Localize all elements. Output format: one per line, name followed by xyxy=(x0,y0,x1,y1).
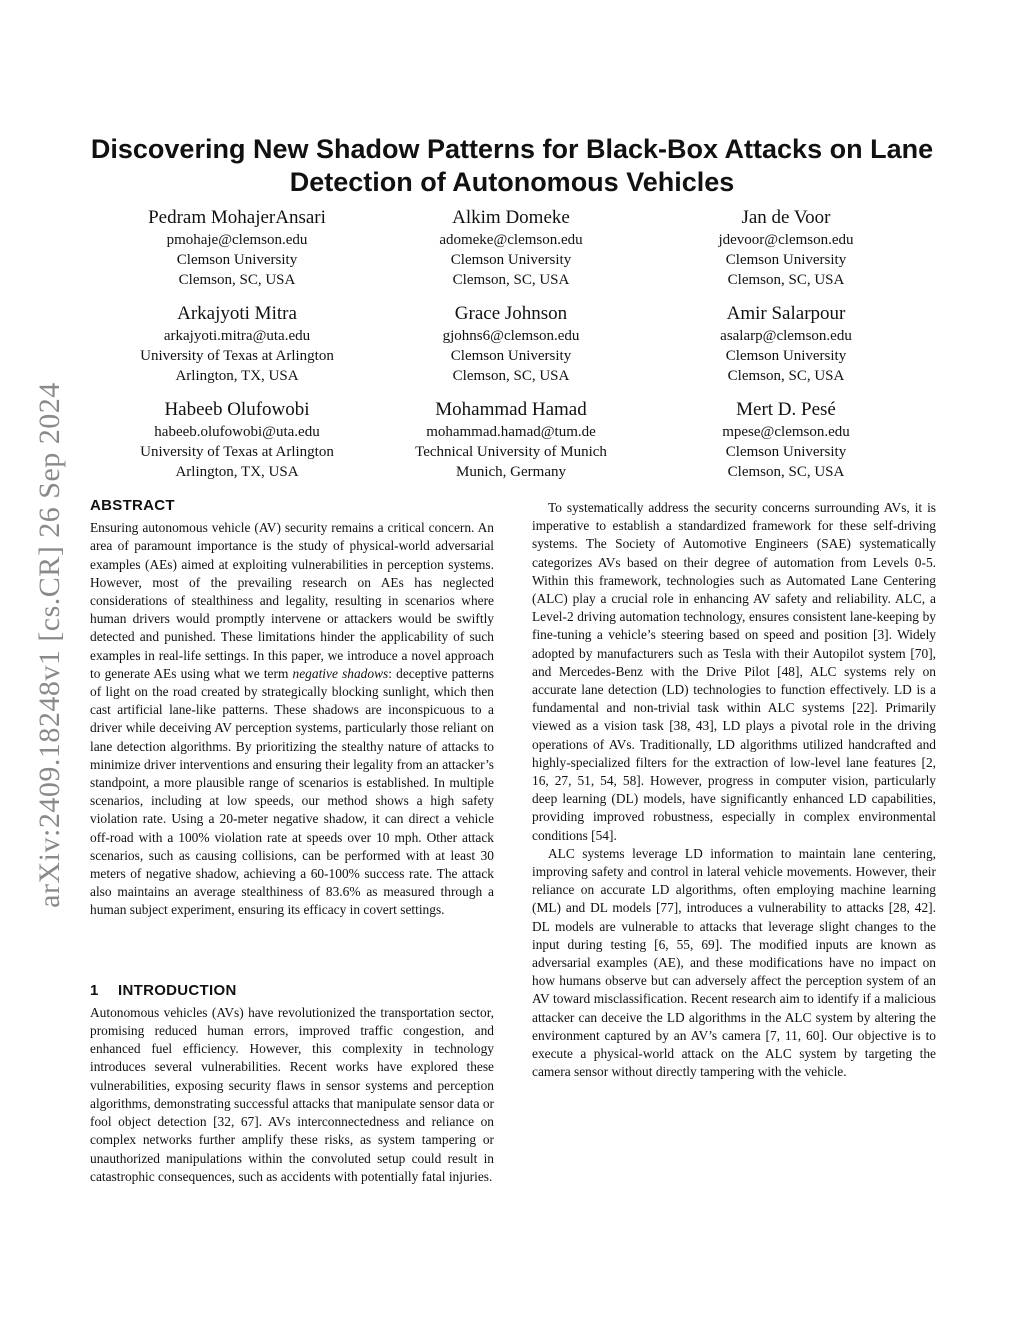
author-location: Clemson, SC, USA xyxy=(727,368,845,384)
author-affiliation: Clemson University xyxy=(725,252,847,268)
author-affiliation: Clemson University xyxy=(450,252,572,268)
abstract-heading: ABSTRACT xyxy=(90,497,175,514)
author-email: gjohns6@clemson.edu xyxy=(442,328,580,344)
author-affiliation: Technical University of Munich xyxy=(415,444,607,460)
author-affiliation: Clemson University xyxy=(725,444,847,460)
author-name: Mert D. Pesé xyxy=(736,399,836,420)
section-number: 1 xyxy=(90,981,99,999)
left-column xyxy=(90,497,494,1186)
section-title: INTRODUCTION xyxy=(118,981,237,999)
author-affiliation: University of Texas at Arlington xyxy=(140,348,334,364)
author-email: pmohaje@clemson.edu xyxy=(166,232,308,248)
author-email: asalarp@clemson.edu xyxy=(720,328,852,344)
author-email: jdevoor@clemson.edu xyxy=(718,232,854,248)
author-block xyxy=(100,206,924,482)
author-name: Alkim Domeke xyxy=(452,207,570,228)
abstract-emphasis: negative shadows xyxy=(292,665,389,681)
title-line-1: Discovering New Shadow Patterns for Black-Box Attacks on Lane xyxy=(90,134,934,164)
paper-title xyxy=(60,133,964,199)
author-location: Clemson, SC, USA xyxy=(727,272,845,288)
author-location: Clemson, SC, USA xyxy=(452,368,570,384)
author-location: Clemson, SC, USA xyxy=(452,272,570,288)
author-name: Habeeb Olufowobi xyxy=(164,399,310,420)
author-location: Munich, Germany xyxy=(456,464,566,480)
author-name: Mohammad Hamad xyxy=(435,399,587,420)
author-card xyxy=(648,398,924,482)
intro-paragraph-2: To systematically address the security concerns surrounding AVs, it is imperative to establish a standardized framework for these self-driving systems. The Society of Automotive Engineers (SAE) systematically categorizes AVs based on their degree of automation from Levels 0-5. Within this framework, technologies such as Automated Lane Centering (ALC) play a crucial role in enhancing AV safety and reliability. ALC, a Level-2 driving automation technology, ensures consistent lane-keeping by fine-tuning a vehicle’s steering based on speed and position [3]. Widely adopted by manufacturers such as Tesla with their Autopilot system [70], and Mercedes-Benz with the Drive Pilot [48], ALC systems rely on accurate lane detection (LD) technologies to function effectively. LD is a fundamental and non-trivial task within ALC systems [22]. Primarily viewed as a vision task [38, 43], LD plays a pivotal role in the driving operations of AVs. Traditionally, LD algorithms utilized handcrafted and highly-specialized filters for the extraction of low-level lane features [2, 16, 27, 51, 54, 58]. However, progress in computer vision, particularly deep learning (DL) models, have significantly enhanced LD capabilities, providing improved robustness, especially in complex environmental conditions [54]. xyxy=(532,500,936,843)
author-email: habeeb.olufowobi@uta.edu xyxy=(154,424,320,440)
author-card xyxy=(374,398,648,482)
introduction-heading xyxy=(90,982,494,1000)
arxiv-identifier xyxy=(28,350,72,940)
author-affiliation: Clemson University xyxy=(450,348,572,364)
author-affiliation: Clemson University xyxy=(725,348,847,364)
author-name: Arkajyoti Mitra xyxy=(177,303,297,324)
author-location: Clemson, SC, USA xyxy=(727,464,845,480)
abstract-text: Ensuring autonomous vehicle (AV) security remains a critical concern. An area of paramount importance is the study of physical-world adversarial examples (AEs) aimed at exploiting vulnerabilities in perception systems. However, most of the prevailing research on AEs has neglected considerations of stealthiness and legality, resulting in scenarios where human drivers would promptly intervene or attackers would be swiftly detected and punished. These limitations hinder the applicability of such examples in real-life settings. In this paper, we introduce a novel approach to generate AEs using what we term negative shadows: deceptive patterns of light on the road created by strategically blocking sunlight, which then cast artificial lane-like patterns. These shadows are inconspicuous to a driver while deceiving AV perception systems, particularly those reliant on lane detection algorithms. By prioritizing the stealthy nature of attacks to minimize driver interventions and ensuring their legality from an attacker’s standpoint, a more plausible range of scenarios is established. In multiple scenarios, including at low speeds, our method shows a high safety violation rate. Using a 20-meter negative shadow, it can direct a vehicle off-road with a 100% violation rate at speeds over 10 mph. Other attack scenarios, such as causing collisions, can be performed with at least 30 meters of negative shadow, achieving a 60-100% success rate. The attack also maintains an average stealthiness of 83.6% as measured through a human subject experiment, ensuring its efficacy in covert settings. xyxy=(90,520,494,918)
author-card xyxy=(374,302,648,386)
author-email: mpese@clemson.edu xyxy=(722,424,850,440)
right-column xyxy=(532,499,936,1082)
author-location: Arlington, TX, USA xyxy=(175,368,299,384)
author-location: Arlington, TX, USA xyxy=(175,464,299,480)
author-card xyxy=(648,302,924,386)
author-email: adomeke@clemson.edu xyxy=(439,232,583,248)
author-name: Pedram MohajerAnsari xyxy=(148,207,326,228)
author-affiliation: University of Texas at Arlington xyxy=(140,444,334,460)
intro-paragraph-1: Autonomous vehicles (AVs) have revolutionized the transportation sector, promising reduced human errors, improved traffic congestion, and enhanced fuel efficiency. However, this complexity in technology introduces several vulnerabilities. Recent works have explored these vulnerabilities, exposing security flaws in sensor systems and perception algorithms, demonstrating successful attacks that manipulate sensor data or fool object detection [32, 67]. AVs interconnectedness and reliance on complex networks further amplify these risks, as system tampering or unauthorized manipulations within the convoluted setup could result in catastrophic consequences, such as accidents with potentially fatal injuries. xyxy=(90,1004,494,1184)
author-card xyxy=(100,206,374,290)
author-email: arkajyoti.mitra@uta.edu xyxy=(163,328,311,344)
arxiv-identifier-text: arXiv:2409.18248v1 [cs.CR] 26 Sep 2024 xyxy=(33,382,66,908)
author-name: Grace Johnson xyxy=(454,303,568,324)
author-card xyxy=(100,302,374,386)
author-name: Amir Salarpour xyxy=(726,303,846,324)
author-card xyxy=(648,206,924,290)
author-name: Jan de Voor xyxy=(741,207,831,228)
author-affiliation: Clemson University xyxy=(176,252,298,268)
author-location: Clemson, SC, USA xyxy=(178,272,296,288)
author-card xyxy=(100,398,374,482)
title-line-2: Detection of Autonomous Vehicles xyxy=(289,167,735,197)
author-email: mohammad.hamad@tum.de xyxy=(426,424,596,440)
intro-paragraph-3: ALC systems leverage LD information to maintain lane centering, improving safety and control in lateral vehicle movements. However, their reliance on accurate LD algorithms, often employing machine learning (ML) and DL models [77], introduces a vulnerability to attacks [28, 42]. DL models are vulnerable to attacks that leverage slight changes to the input during testing [6, 55, 69]. The modified inputs are known as adversarial examples (AE), and these modifications have no impact on how humans observe but can adversely affect the perception system of an AV toward misclassification. Recent research aim to identify if a malicious attacker can deceive the LD algorithms in the ALC system by altering the environment captured by an AV’s camera [7, 11, 60]. Our objective is to execute a physical-world attack on the ALC system by targeting the camera sensor without directly tampering with the vehicle. xyxy=(532,845,936,1080)
author-card xyxy=(374,206,648,290)
